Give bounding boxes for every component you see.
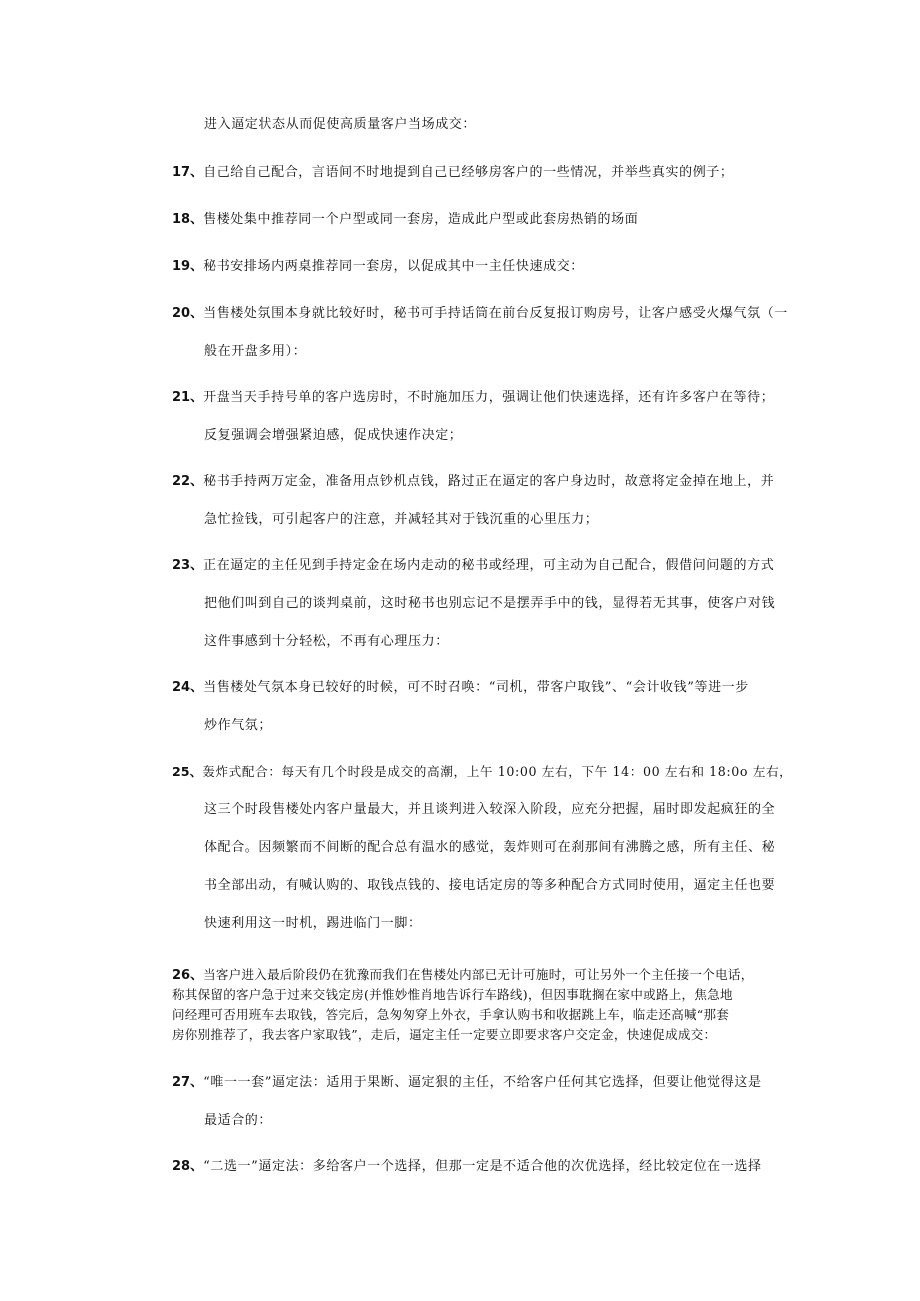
line-text: 当售楼处气氛本身已较好的时候，可不时召唤：“司机，带客户取钱”、“会计收钱”等进一步 bbox=[203, 680, 749, 695]
list-item-27 bbox=[172, 1074, 762, 1092]
item-number: 28、 bbox=[172, 1159, 204, 1174]
list-item-23 bbox=[172, 557, 774, 575]
list-item-21 bbox=[172, 389, 774, 407]
list-item-26-cont bbox=[172, 1006, 729, 1024]
line-text: 开盘当天手持号单的客户选房时，不时施加压力，强调让他们快速选择，还有许多客户在等待； bbox=[203, 390, 775, 405]
list-item-24 bbox=[172, 679, 749, 697]
line-text: 进入逼定状态从而促使高质量客户当场成交： bbox=[204, 117, 477, 132]
list-item-24-cont bbox=[204, 717, 272, 735]
item-number: 17、 bbox=[172, 165, 204, 180]
line-text: 把他们叫到自己的谈判桌前，这时秘书也别忘记不是摆弄手中的钱，显得若无其事，使客户对钱 bbox=[204, 596, 776, 611]
line-text: 正在逼定的主任见到手持定金在场内走动的秘书或经理，可主动为自己配合，假借问问题的方式 bbox=[203, 558, 775, 573]
line-text: 秘书安排场内两桌推荐同一套房，以促成其中一主任快速成交： bbox=[203, 259, 584, 274]
item-number: 27、 bbox=[172, 1075, 204, 1090]
item-number: 26、 bbox=[172, 968, 204, 983]
list-item-20-cont bbox=[204, 343, 306, 361]
paragraph-continuation bbox=[204, 116, 476, 134]
line-text: 售楼处集中推荐同一个户型或同一套房，造成此户型或此套房热销的场面 bbox=[203, 212, 639, 227]
item-number: 20、 bbox=[172, 306, 204, 321]
line-text: 般在开盘多用）： bbox=[204, 344, 307, 359]
list-item-28 bbox=[172, 1158, 762, 1176]
list-item-23-cont bbox=[204, 633, 449, 651]
line-text: 最适合的： bbox=[204, 1113, 273, 1128]
list-item-25-cont bbox=[204, 877, 775, 895]
line-text: 秘书手持两万定金，准备用点钞机点钱，路过正在逼定的客户身边时，故意将定金掉在地上，并 bbox=[203, 474, 775, 489]
item-number: 25、 bbox=[172, 764, 203, 779]
list-item-18 bbox=[172, 211, 638, 229]
list-item-25 bbox=[172, 763, 792, 781]
line-text: 炒作气氛； bbox=[204, 718, 273, 733]
item-number: 19、 bbox=[172, 259, 204, 274]
item-number: 24、 bbox=[172, 680, 204, 695]
list-item-25-cont bbox=[204, 801, 775, 819]
line-text: 问经理可否用班车去取钱，答完后，急匆匆穿上外衣，手拿认购书和收据跳上车，临走还高喊“那套 bbox=[172, 1007, 730, 1022]
line-text: 轰炸式配合：每天有几个时段是成交的高潮，上午 10:00 左右，下午 14：00 左右和 18:0o 左右， bbox=[202, 764, 793, 779]
line-text: 这三个时段售楼处内客户量最大，并且谈判进入较深入阶段，应充分把握，届时即发起疯狂的全 bbox=[204, 802, 776, 817]
list-item-25-cont bbox=[204, 839, 775, 857]
line-text: 体配合。因频繁而不间断的配合总有温水的感觉，轰炸则可在刹那间有沸腾之感，所有主任、秘 bbox=[204, 840, 776, 855]
line-text: 书全部出动，有喊认购的、取钱点钱的、接电话定房的等多种配合方式同时使用，逼定主任也要 bbox=[204, 878, 776, 893]
item-number: 23、 bbox=[172, 558, 204, 573]
line-text: 当售楼处氛围本身就比较好时，秘书可手持话筒在前台反复报订购房号，让客户感受火爆气氛（一 bbox=[203, 306, 788, 321]
line-text: “唯一一套”逼定法：适用于果断、逼定狠的主任，不给客户任何其它选择，但要让他觉得这是 bbox=[203, 1075, 762, 1090]
list-item-21-cont bbox=[204, 427, 462, 445]
line-text: 急忙捡钱，可引起客户的注意，并减轻其对于钱沉重的心里压力； bbox=[204, 512, 599, 527]
line-text: 房你别推荐了，我去客户家取钱”，走后，逼定主任一定要立即要求客户交定金，快速促成成交： bbox=[172, 1027, 717, 1042]
item-number: 21、 bbox=[172, 390, 204, 405]
item-number: 18、 bbox=[172, 212, 204, 227]
line-text: “二选一”逼定法：多给客户一个选择，但那一定是不适合他的次优选择，经比较定位在一选择 bbox=[203, 1159, 762, 1174]
line-text: 自己给自己配合，言语间不时地提到自己已经够房客户的一些情况，并举些真实的例子； bbox=[203, 165, 734, 180]
line-text: 反复强调会增强紧迫感，促成快速作决定； bbox=[204, 428, 463, 443]
list-item-26-cont bbox=[172, 986, 733, 1004]
list-item-27-cont bbox=[204, 1112, 272, 1130]
list-item-26-cont bbox=[172, 1026, 716, 1044]
list-item-25-cont bbox=[204, 915, 422, 933]
line-text: 称其保留的客户急于过来交钱定房(并惟妙惟肖地告诉行车路线)，但因事耽搁在家中或路上，焦急地 bbox=[172, 987, 733, 1002]
list-item-22-cont bbox=[204, 511, 598, 529]
list-item-26 bbox=[172, 966, 754, 985]
list-item-20 bbox=[172, 305, 788, 323]
list-item-22 bbox=[172, 473, 774, 491]
list-item-23-cont bbox=[204, 595, 775, 613]
list-item-19 bbox=[172, 258, 584, 276]
line-text: 当客户进入最后阶段仍在犹豫而我们在售楼处内部已无计可施时，可让另外一个主任接一个电话， bbox=[203, 967, 754, 982]
item-number: 22、 bbox=[172, 474, 204, 489]
line-text: 快速利用这一时机，踢进临门一脚： bbox=[204, 916, 422, 931]
list-item-17 bbox=[172, 164, 734, 182]
line-text: 这件事感到十分轻松，不再有心理压力： bbox=[204, 634, 449, 649]
